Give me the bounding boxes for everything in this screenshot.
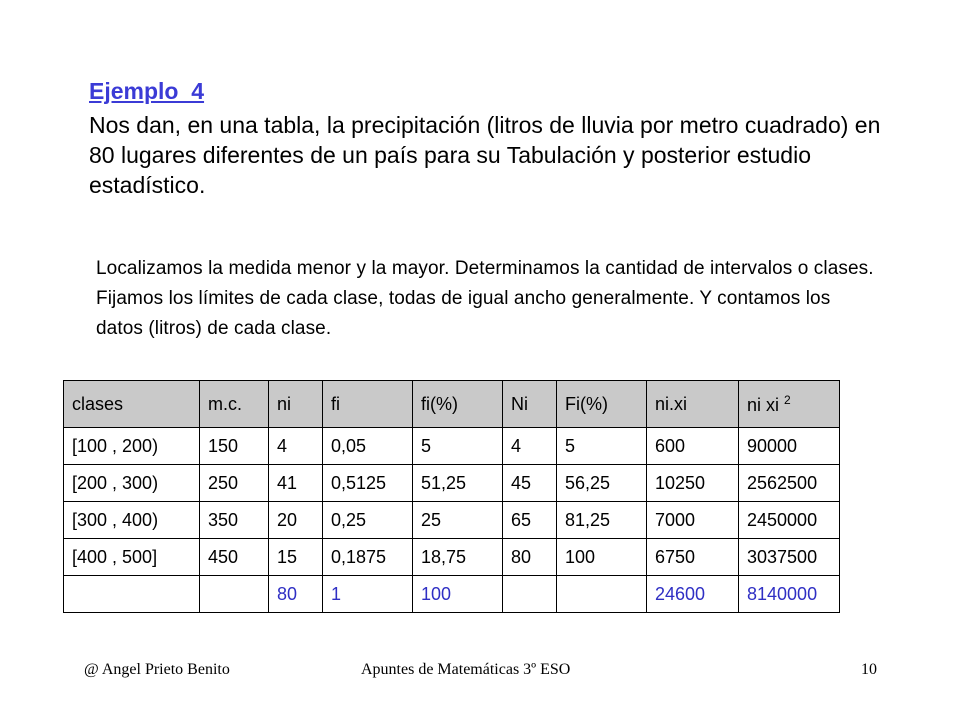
header-cell: fi(%): [413, 381, 503, 428]
header-cell: ni.xi: [647, 381, 739, 428]
total-cell: 8140000: [739, 576, 840, 613]
table-row: [64, 465, 840, 502]
table-cell: 2450000: [739, 502, 840, 539]
table-cell: 90000: [739, 428, 840, 465]
table-cell: 51,25: [413, 465, 503, 502]
total-cell: 100: [413, 576, 503, 613]
footer-course: Apuntes de Matemáticas 3º ESO: [361, 661, 571, 678]
table-cell: 0,5125: [323, 465, 413, 502]
footer-author: @ Angel Prieto Benito: [84, 661, 230, 678]
table-cell: 65: [503, 502, 557, 539]
table-cell: 10250: [647, 465, 739, 502]
table-cell: 0,25: [323, 502, 413, 539]
total-cell: [64, 576, 200, 613]
total-cell: 1: [323, 576, 413, 613]
table-cell: 6750: [647, 539, 739, 576]
page-number: 10: [861, 661, 877, 678]
header-cell: Fi(%): [557, 381, 647, 428]
table-cell: 5: [413, 428, 503, 465]
totals-row: [64, 576, 840, 613]
total-cell: [503, 576, 557, 613]
total-cell: 80: [269, 576, 323, 613]
table-row: [64, 502, 840, 539]
table-cell: 56,25: [557, 465, 647, 502]
table-cell: 100: [557, 539, 647, 576]
table-cell: 20: [269, 502, 323, 539]
superscript: 2: [784, 392, 791, 407]
intro-text: Nos dan, en una tabla, la precipitación (litros de lluvia por metro cuadrado) en 80 lugares diferentes de un país para su Tabulación y posterior estudio estadístico.: [89, 112, 881, 198]
table-cell: 3037500: [739, 539, 840, 576]
total-cell: [200, 576, 269, 613]
table-cell: [300 , 400): [64, 502, 200, 539]
table-cell: 81,25: [557, 502, 647, 539]
table-cell: 2562500: [739, 465, 840, 502]
table-cell: [200 , 300): [64, 465, 200, 502]
table-cell: 45: [503, 465, 557, 502]
table-cell: 0,1875: [323, 539, 413, 576]
table-cell: 4: [269, 428, 323, 465]
total-cell: [557, 576, 647, 613]
header-cell: [739, 381, 840, 428]
table-header-row: [64, 381, 840, 428]
table-cell: 25: [413, 502, 503, 539]
table-row: [64, 428, 840, 465]
frequency-table: [63, 380, 840, 613]
table-cell: 15: [269, 539, 323, 576]
header-cell: Ni: [503, 381, 557, 428]
table-cell: 0,05: [323, 428, 413, 465]
header-cell: fi: [323, 381, 413, 428]
table-cell: 450: [200, 539, 269, 576]
table-cell: 150: [200, 428, 269, 465]
header-cell: m.c.: [200, 381, 269, 428]
header-cell: clases: [64, 381, 200, 428]
method-paragraph: Localizamos la medida menor y la mayor. Determinamos la cantidad de intervalos o clases. Fijamos los límites de cada clase, todas de igual ancho generalmente. Y contamos los datos (litros) de cada clase.: [96, 258, 874, 339]
table-cell: 5: [557, 428, 647, 465]
table-cell: [400 , 500]: [64, 539, 200, 576]
header-label: ni xi: [747, 394, 780, 415]
table-row: [64, 539, 840, 576]
table-cell: [100 , 200): [64, 428, 200, 465]
table-cell: 350: [200, 502, 269, 539]
table-cell: 600: [647, 428, 739, 465]
table-cell: 18,75: [413, 539, 503, 576]
table-cell: 7000: [647, 502, 739, 539]
table-cell: 41: [269, 465, 323, 502]
table-cell: 4: [503, 428, 557, 465]
total-cell: 24600: [647, 576, 739, 613]
example-title: Ejemplo_4: [89, 78, 205, 104]
table-cell: 250: [200, 465, 269, 502]
header-cell: ni: [269, 381, 323, 428]
table-cell: 80: [503, 539, 557, 576]
